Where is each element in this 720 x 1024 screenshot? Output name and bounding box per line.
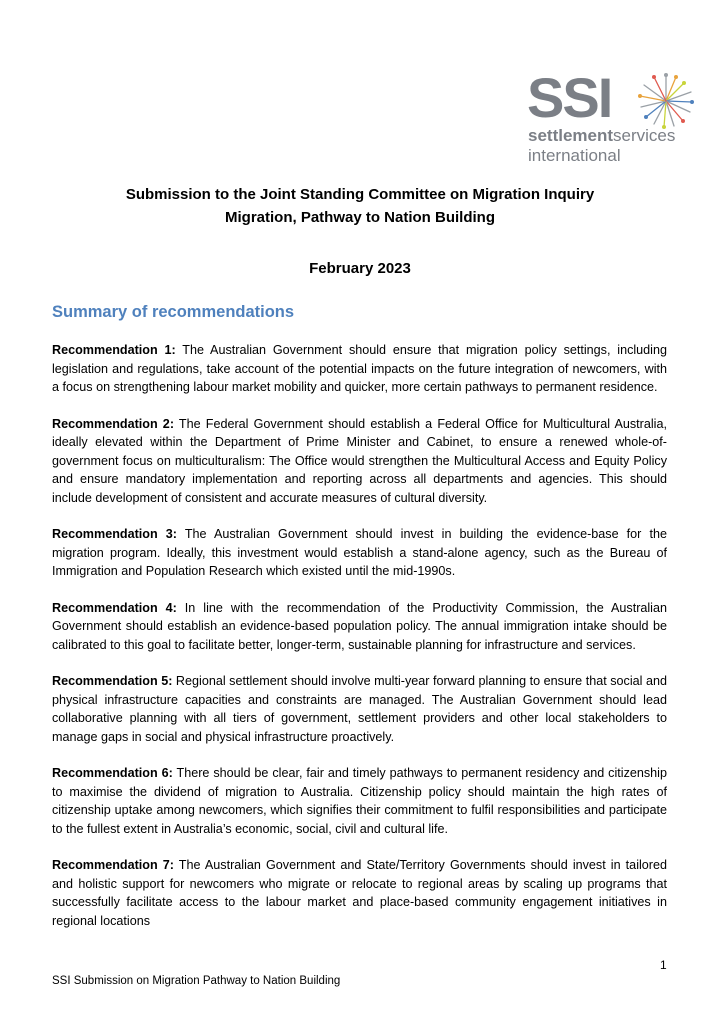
recommendation-text: The Australian Government and State/Territory Governments should invest in tailored and holistic support for newcomers who migrate or relocate to regional areas by scaling up programs that successfully facilitate access to the labour market and place-based community engagement initiatives in regional locations xyxy=(52,858,667,928)
document-date: February 2023 xyxy=(309,260,411,277)
recommendation-6 xyxy=(52,764,667,838)
logo-wordmark-rest: services xyxy=(613,126,676,145)
section-heading: Summary of recommendations xyxy=(52,303,295,321)
page-number: 1 xyxy=(660,958,667,972)
recommendation-label: Recommendation 4: xyxy=(52,600,177,615)
logo-wordmark-line2: international xyxy=(528,146,621,165)
logo-letters: SSI xyxy=(527,66,612,129)
recommendation-text: The Australian Government should ensure that migration policy settings, including legislation and regulations, take account of the potential impacts on the future integration of newcomers, with a focus on strengthening labour market mobility and quicker, more certain pathways to permanent residence. xyxy=(52,343,667,394)
recommendation-3 xyxy=(52,525,667,581)
recommendation-label: Recommendation 1: xyxy=(52,343,176,357)
recommendation-label: Recommendation 5: xyxy=(52,674,173,688)
starburst-icon xyxy=(637,72,695,130)
recommendations-list xyxy=(52,341,667,948)
logo-wordmark-bold: settlement xyxy=(528,126,614,145)
recommendation-label: Recommendation 7: xyxy=(52,858,174,872)
recommendation-label: Recommendation 3: xyxy=(52,527,177,541)
recommendation-text: In line with the recommendation of the Productivity Commission, the Australian Government should establish an evidence-based population policy. The annual immigration intake should be calibrated to this goal to facilitate better, longer-term, sustainable planning for infrastructure and services. xyxy=(52,600,667,652)
document-title-line1: Submission to the Joint Standing Committee on Migration Inquiry xyxy=(125,186,595,203)
recommendation-1 xyxy=(52,341,667,397)
page-footer: SSI Submission on Migration Pathway to Nation Building xyxy=(52,975,341,987)
document-title-line2: Migration, Pathway to Nation Building xyxy=(225,209,495,226)
recommendation-label: Recommendation 6: xyxy=(52,766,173,780)
recommendation-5 xyxy=(52,672,667,746)
recommendation-label: Recommendation 2: xyxy=(52,416,175,431)
recommendation-text: There should be clear, fair and timely pathways to permanent residency and citizenship to maximise the dividend of migration to Australia. Citizenship policy should maintain the high rates of citizenship uptake among newcomers, which signifies their commitment to fulfil responsibilities and participate to the fullest extent in Australia’s economic, social, civil and cultural life. xyxy=(52,766,667,836)
recommendation-text: The Australian Government should invest in building the evidence-base for the migration program. Ideally, this investment would establish a stand-alone agency, such as the Bureau of Immigration and Population Research which existed until the mid-1990s. xyxy=(52,527,667,578)
ssi-logo xyxy=(527,68,697,168)
recommendation-4 xyxy=(52,599,667,655)
recommendation-text: Regional settlement should involve multi-year forward planning to ensure that social and physical infrastructure capacities and constraints are managed. The Australian Government should lead collaborative planning with all tiers of government, settlement providers and other local stakeholders to manage gaps in social and physical infrastructure proactively. xyxy=(52,674,667,744)
logo-wordmark-line1 xyxy=(528,126,675,146)
recommendation-text: The Federal Government should establish a Federal Office for Multicultural Australia, ideally elevated within the Department of Prime Minister and Cabinet, to ensure a renewed whole-of-government focus on multiculturalism: The Office would strengthen the Multicultural Access and Equity Policy and ensure mandatory implementation and reporting across all departments and agencies. This should include development of consistent and accurate measures of cultural diversity. xyxy=(52,416,667,505)
recommendation-7 xyxy=(52,856,667,930)
recommendation-2 xyxy=(52,415,667,508)
